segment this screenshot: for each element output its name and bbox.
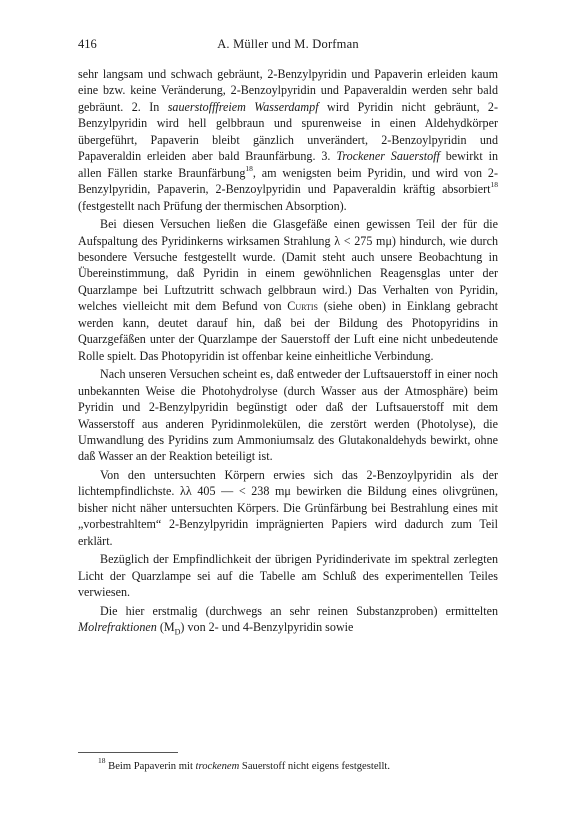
text-run: Von den untersuchten Körpern erwies sich das 2-Benzoylpyridin als der lichtempfindlichste. λλ 405 — < 238 mμ bewirken die Bildung eines olivgrünen, bisher nicht näher untersuchten Körpers. Die Grünfärbung bei Bestrahlung eines mit „vorbestrahltem“ 2-Benzylpyridin imprägnierten Papiers wird dadurch zum Teil erklärt. — [78, 467, 498, 548]
text-run: Nach unseren Versuchen scheint es, daß entweder der Luftsauerstoff in einer noch unbekannten Weise die Photohydrolyse (durch Wasser aus der Atmosphäre) beim Pyridin und 2-Benzylpyridin begünstigt oder daß der Luftsauerstoff mit dem Wasserstoff aus anderen Pyridinmolekülen, die zerstört werden (Photolyse), die Umwandlung des Pyridins zum Ammoniumsalz des Glutakonaldehyds bewirkt, ohne daß Wasser an der Reaktion beteiligt ist. — [78, 367, 498, 464]
page-number: 416 — [78, 37, 97, 51]
footnote-divider — [78, 752, 178, 753]
body-text — [78, 66, 498, 635]
text-run: wird Pyridin nicht gebräunt, 2-Benzylpyridin wird hell gelbbraun und spurenweise in einen Aldehydkörper übergeführt, Papaverin bleibt gänzlich unverändert, 2-Benzoylpyridin und Papaveraldin erleiden aber bald Braunfärbung. 3. — [78, 99, 498, 164]
text-run: Beim Papaverin mit — [105, 761, 196, 772]
paragraph — [78, 551, 498, 600]
paragraph — [78, 366, 498, 465]
emphasis: Trockener Sauerstoff — [336, 149, 440, 164]
emphasis: Molrefraktionen — [78, 619, 157, 634]
footnote-ref: 18 — [98, 756, 106, 766]
paragraph — [78, 66, 498, 214]
footnote-ref: 18 — [245, 163, 253, 173]
page-header — [78, 37, 498, 55]
footnote — [78, 756, 498, 774]
running-title: A. Müller und M. Dorfman — [217, 37, 359, 51]
emphasis: trockenem — [195, 761, 240, 772]
text-run: , am wenigsten beim Pyridin, und wird von 2-Benzylpyridin, Papaverin, 2-Benzoylpyridin und Papaveraldin kräftig absorbiert — [78, 165, 498, 197]
paragraph — [78, 603, 498, 636]
text-run: D — [174, 627, 181, 637]
text-run: ) von 2- und 4-Benzylpyridin sowie — [180, 619, 354, 634]
text-run: (festgestellt nach Prüfung der thermischen Absorption). — [78, 198, 347, 213]
footnote-ref: 18 — [490, 180, 498, 190]
text-run: Bei diesen Versuchen ließen die Glasgefäße einen gewissen Teil der für die Aufspaltung des Pyridinkerns wirksamen Strahlung λ < 275 mμ) hindurch, wie durch besondere Versuche festgestellt wurde. (Damit steht auch unsere Beobachtung in Übereinstimmung, daß Pyridin in einem gewöhnlichen Reagensglas unter der Quarzlampe bei Luftzutritt schwach gelbbraun wird.) Das Verhalten von Pyridin, welches vielleicht mit dem Befund von — [78, 217, 498, 314]
paragraph — [78, 467, 498, 549]
text-run: Curtis — [287, 299, 318, 314]
emphasis: sauerstofffreiem Wasserdampf — [167, 99, 319, 114]
text-run: sehr langsam und schwach gebräunt, 2-Benzylpyridin und Papaverin erleiden kaum eine bzw. keine Veränderung, 2-Benzoylpyridin und Papaveraldin werden sehr bald gebräunt. 2. In — [78, 67, 498, 114]
text-run: Sauerstoff nicht eigens festgestellt. — [239, 761, 391, 772]
paragraph — [78, 216, 498, 364]
text-run: Die hier erstmalig (durchwegs an sehr reinen Substanzproben) ermittelten — [100, 603, 498, 618]
text-run: bewirkt in allen Fällen starke Braunfärbung — [78, 149, 498, 180]
text-run: (siehe oben) in Einklang gebracht werden kann, deutet darauf hin, daß bei der Bildung des Photopyridins in Quarzgefäßen unter der Quarzlampe der Sauerstoff der Luft eine nicht unbedeutende Rolle spielt. Das Photopyridin ist offenbar keine einheitliche Verbindung. — [78, 299, 498, 363]
text-run: Bezüglich der Empfindlichkeit der übrigen Pyridinderivate im spektral zerlegten Licht der Quarzlampe sei auf die Tabelle am Schluß des experimentellen Teiles verwiesen. — [78, 552, 498, 600]
text-run: (M — [156, 619, 175, 634]
